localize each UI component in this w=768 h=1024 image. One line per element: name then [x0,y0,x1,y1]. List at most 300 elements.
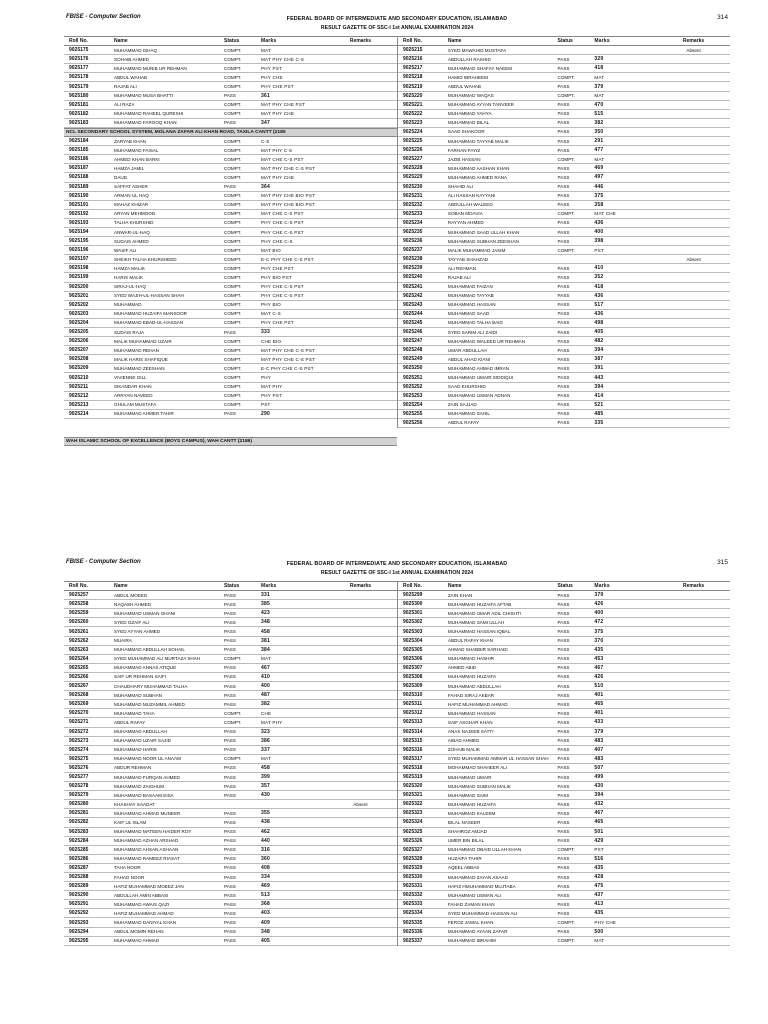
result-row [398,155,730,164]
result-row [398,773,730,782]
student-name: ABDULLAH AMIN ABBASI [114,892,169,898]
result-row [64,383,397,392]
page-number: 314 [717,14,728,21]
result-status: PASS [224,619,236,625]
result-row [64,855,397,864]
marks-value: MAT [261,656,271,662]
result-row [64,82,397,91]
roll-number: 9025326 [403,837,423,844]
marks-value: MAT PHY CHE C-S PST [261,356,316,362]
result-status: PASS [224,120,236,126]
marks-value: MAT PHY [261,384,283,390]
marks-value: 443 [594,374,604,381]
student-name: MUHAMMAD AHMER TAHIR [114,411,174,417]
student-name: HARIS MALIK [114,274,144,280]
result-status: COMPT. [224,320,242,326]
result-row [398,627,730,636]
roll-number: 9025183 [69,119,89,126]
student-name: AHMED KHAN BARKI [114,156,160,162]
roll-number: 9025268 [69,692,89,699]
result-status: PASS [224,892,236,898]
result-status: PASS [557,338,570,344]
student-name: UMAR ABDULLAH [447,347,487,353]
result-status: COMPT. [224,220,242,226]
result-row [64,110,397,119]
result-row [398,355,730,364]
student-name: MUHAMMAD SAAD [447,311,490,317]
roll-number: 9025241 [403,283,423,290]
student-name: ABDUL RAFAY [447,420,480,426]
marks-value: 379 [594,83,604,90]
roll-number: 9025225 [403,138,423,145]
marks-value: 465 [594,701,604,708]
student-name: SYED MUHAMMAD HASSAN ALI [447,910,518,916]
roll-number: 9025273 [69,737,89,744]
result-row [398,164,730,173]
roll-number: 9025253 [403,392,423,399]
result-status: PASS [224,692,236,698]
result-row [64,655,397,664]
roll-number: 9025278 [69,783,89,790]
roll-number: 9025177 [69,65,89,72]
marks-value: 394 [594,792,604,799]
student-name: RAJAB ALI [447,274,471,280]
roll-number: 9025223 [403,119,423,126]
marks-value: 521 [594,401,604,408]
marks-value: 482 [594,338,604,345]
result-row [398,600,730,609]
result-row [398,410,730,419]
marks-value: 430 [261,792,270,799]
result-row [398,837,730,846]
roll-number: 9025229 [403,174,423,181]
marks-value: MAT CHE C-S PST [261,156,304,162]
student-name: ARMAN UL HAQ [114,193,149,199]
roll-number: 9025263 [69,646,89,653]
result-status: PASS [557,592,570,598]
result-row [398,791,730,800]
roll-number: 9025230 [403,183,423,190]
marks-value: 333 [261,329,270,336]
result-row [64,410,397,419]
roll-number: 9025249 [403,356,423,363]
student-name: BILAL NASEER [447,819,481,825]
marks-value: 435 [594,646,604,653]
result-row [64,746,397,755]
header-name: Name [114,38,128,45]
roll-number: 9025331 [403,883,423,890]
marks-value: MAT PHY CHE C-S PST [261,165,316,171]
result-status: PASS [557,683,570,689]
result-status: PASS [557,238,570,244]
marks-value: 323 [261,728,270,735]
student-name: AHMED ABID [447,665,477,671]
student-name: ABDUL WAHAB [114,74,148,80]
marks-value: PHY CHE PST [261,320,294,326]
marks-value: 360 [261,855,270,862]
student-name: SYED WAJIH-UL-HASSAN SHAH [114,293,184,299]
result-status: PASS [557,229,570,235]
roll-number: 9025232 [403,201,423,208]
student-name: MUHAMMAD FAROOQ KHAN [114,120,177,126]
result-status: PASS [557,420,570,426]
roll-number: 9025260 [69,619,89,626]
marks-value: MAT [261,47,271,53]
marks-value: MAT C-S [261,311,281,317]
roll-number: 9025284 [69,837,89,844]
marks-value: E-C PHY CHE C-S PST [261,256,314,262]
result-row [398,92,730,101]
result-status: COMPT. [557,156,575,162]
student-name: TAHA NOOR [114,865,141,871]
result-status: PASS [557,856,570,862]
result-status: PASS [557,293,570,299]
roll-number: 9025304 [403,637,423,644]
student-name: MUHAMMAD MUZAMMIL AHMED [114,701,185,707]
student-name: MUHAMMAD SUBHAN MALIK [447,783,511,789]
marks-value: 401 [594,692,604,699]
roll-number: 9025265 [69,664,89,671]
roll-number: 9025222 [403,110,423,117]
student-name: FAHAD ZAMAN KHAN [447,901,495,907]
result-row [64,637,397,646]
roll-number: 9025259 [69,610,89,617]
roll-number: 9025270 [69,710,89,717]
roll-number: 9025316 [403,746,423,753]
result-row [64,682,397,691]
header-status: Status [224,583,240,590]
marks-value: 400 [594,229,604,236]
result-status: PASS [224,856,236,862]
result-row [398,137,730,146]
page-header [64,6,730,36]
result-row [398,618,730,627]
school-banner: NCL SECONDARY SCHOOL SYSTEM, MOLANA ZAFAR ALI KHAN ROAD, TAXILA CANTT (2185 [64,128,397,137]
student-name: MUHAMMAD SAIM [447,792,488,798]
result-row [64,646,397,655]
student-name: MUHAMMAD AHMED RANA [447,174,508,180]
result-row [64,937,397,946]
roll-number: 9025235 [403,229,423,236]
result-status: COMPT. [557,93,575,99]
marks-value: 426 [594,673,604,680]
student-name: MUHAMMAD MUSA BHATTI [114,93,174,99]
roll-number: 9025198 [69,265,89,272]
result-status: PASS [557,147,570,153]
marks-value: 334 [261,874,270,881]
result-status: COMPT. [224,274,242,280]
result-status: PASS [557,184,570,190]
marks-value: 368 [261,901,270,908]
roll-number: 9025196 [69,247,89,254]
result-row [398,755,730,764]
roll-number: 9025237 [403,247,423,254]
result-status: COMPT. [224,311,242,317]
result-row [398,609,730,618]
roll-number: 9025193 [69,219,89,226]
marks-value: 513 [261,892,270,899]
result-status: PASS [557,765,570,771]
marks-value: MAT [594,74,605,80]
result-row [64,718,397,727]
marks-value: 483 [594,737,604,744]
result-status: PASS [224,729,236,735]
marks-value: 408 [261,864,270,871]
marks-value: PHY CHE [261,74,283,80]
result-row [64,700,397,709]
student-name: MAHAZ KHIZAR [114,202,149,208]
roll-number: 9025294 [69,928,89,935]
student-name: MUHAMMAD BILAL [447,120,490,126]
result-status: PASS [224,592,236,598]
marks-value: PHY PST [261,393,282,399]
result-row [398,101,730,110]
result-status: COMPT. [224,74,242,80]
student-name: MUHAMMAD REHAN [114,347,159,353]
student-name: ZARYAB KHAN [114,138,146,144]
result-status: COMPT. [224,347,242,353]
roll-number: 9025181 [69,101,89,108]
result-status: COMPT. [224,265,242,271]
result-row [398,128,730,137]
result-status: COMPT. [224,165,242,171]
header-remarks: Remarks [683,583,705,590]
marks-value: 436 [594,310,604,317]
result-status: COMPT. [224,238,242,244]
result-row [398,782,730,791]
marks-value: 386 [261,737,270,744]
student-name: MUHAMMAD AHSAN ASHAAN [114,847,179,853]
result-status: PASS [557,710,570,716]
marks-value: 472 [594,619,604,626]
result-status: PASS [557,810,570,816]
roll-number: 9025194 [69,229,89,236]
student-name: MUHAMMAD AHMAD IMRAN [447,365,510,371]
roll-number: 9025205 [69,329,89,336]
result-status: COMPT. [557,920,575,926]
result-status: PASS [224,838,236,844]
result-status: PASS [557,402,570,408]
result-status: COMPT. [224,756,242,762]
roll-number: 9025186 [69,156,89,163]
roll-number: 9025252 [403,383,423,390]
result-row [398,383,730,392]
student-name: MALIK MUHAMMAD UZAIR [114,338,172,344]
result-status: COMPT. [224,56,242,62]
marks-value: 394 [594,347,604,354]
student-name: MALIK HARIS SHAFIQUE [114,356,168,362]
roll-number: 9025267 [69,683,89,690]
gazette-page-315 [64,551,730,946]
result-row [398,301,730,310]
student-name: ABDUR REHMAN [114,765,152,771]
marks-value: MAT [594,156,605,162]
roll-number: 9025197 [69,256,89,263]
roll-number: 9025227 [403,156,423,163]
result-status: PASS [557,165,570,171]
roll-number: 9025310 [403,692,423,699]
roll-number: 9025219 [403,83,423,90]
marks-value: 458 [261,764,270,771]
roll-number: 9025190 [69,192,89,199]
header-remarks: Remarks [349,583,372,590]
marks-value: MAT PHY CHE PST [261,102,306,108]
result-row [398,55,730,64]
remarks-value: Absent [686,47,701,53]
result-status: PASS [557,329,570,335]
student-name: MUHAMMAD ABDULLAH [447,683,501,689]
student-name: MUHAMMAD DANIYAL KHAN [114,920,177,926]
roll-number: 9025288 [69,874,89,881]
marks-value: 423 [261,610,270,617]
marks-value: 409 [261,919,270,926]
result-status: PASS [557,838,570,844]
header-roll: Roll No. [403,38,422,45]
roll-number: 9025280 [69,801,89,808]
marks-value: 467 [594,810,604,817]
result-status: PASS [557,384,570,390]
marks-value: MAT PHY CHE C-S PST [261,347,316,353]
marks-value: 357 [261,783,270,790]
marks-value: 435 [594,910,604,917]
marks-value: 352 [594,274,604,281]
marks-value: MAT PHY CHE [261,174,295,180]
student-name: SOHAIB AHMED [114,56,149,62]
result-status: PASS [557,311,570,317]
roll-number: 9025334 [403,910,423,917]
result-row [398,146,730,155]
result-row [398,210,730,219]
roll-number: 9025239 [403,265,423,272]
student-name: MUHAMMAD TAYYAB [447,293,494,299]
student-name: MUHAMMAD HASSAN IQBAL [447,629,511,635]
marks-value: 361 [261,92,270,99]
result-row [398,228,730,237]
student-name: RAYYAN AHMED [447,220,484,226]
right-column [397,582,730,946]
student-name: ABDUL RAFAY [114,719,146,725]
result-row [64,301,397,310]
result-status: PASS [557,865,570,871]
result-row [398,246,730,255]
result-row [64,664,397,673]
result-status: PASS [557,302,570,308]
marks-value: PHY CHE C-S PST [261,229,304,235]
student-name: MUHAMMAD HARIS [114,747,157,753]
result-status: COMPT. [224,102,242,108]
marks-value: 407 [594,746,604,753]
marks-value: 498 [594,319,604,326]
roll-number: 9025176 [69,56,89,63]
roll-number: 9025281 [69,810,89,817]
marks-value: 400 [261,683,270,690]
header-name: Name [447,583,462,590]
result-row [398,192,730,201]
student-name: HAFIZ MUHAMMAD AHMAD [447,701,508,707]
student-name: MUAIRA [114,638,132,644]
marks-value: PHY CHE PST [261,84,294,90]
remarks-value: Absent [353,801,368,807]
marks-value: 485 [594,410,604,417]
roll-number: 9025201 [69,292,89,299]
student-name: MUHAMMAD RAHEEL QURESHI [114,111,184,117]
roll-number: 9025266 [69,673,89,680]
marks-value: 348 [261,619,270,626]
student-name: MUHAMMAD UMAR ADIL CHISHTI [447,610,521,616]
column-header-row [64,582,397,591]
result-row [398,737,730,746]
student-name: SAIF ASGHAR KHAN [447,719,493,725]
student-name: ZOHAIB MALIK [447,747,481,753]
roll-number: 9025180 [69,92,89,99]
page-header [64,551,730,581]
board-title: FEDERAL BOARD OF INTERMEDIATE AND SECONDARY EDUCATION, ISLAMABAD [286,561,508,567]
result-row [64,364,397,373]
marks-value: 497 [594,174,604,181]
student-name: NAQASH AHMED [114,601,152,607]
roll-number: 9025214 [69,410,89,417]
result-row [64,283,397,292]
marks-value: 410 [261,673,270,680]
student-name: MUHAMMAD ANNAS ATIQUE [114,665,177,671]
roll-number: 9025333 [403,901,423,908]
student-name: MUHAMMAD TALHA BAIG [447,320,504,326]
result-status: PASS [557,347,570,353]
marks-value: 462 [261,828,270,835]
roll-number: 9025184 [69,138,89,145]
roll-number: 9025211 [69,383,89,390]
result-row [398,818,730,827]
roll-number: 9025192 [69,210,89,217]
student-name: MUHAMMAD ZEESHAN [114,365,165,371]
marks-value: MAT CHE C-S PST [261,211,304,217]
result-status: PASS [557,756,570,762]
roll-number: 9025228 [403,165,423,172]
result-row [398,682,730,691]
marks-value: 430 [594,783,604,790]
result-row [64,337,397,346]
student-name: MUHAMMAD USMAN ADNAN [447,393,511,399]
marks-value: 414 [594,392,604,399]
roll-number: 9025323 [403,810,423,817]
result-row [64,900,397,909]
header-roll: Roll No. [69,583,88,590]
result-status: PASS [557,656,570,662]
marks-value: 432 [594,801,604,808]
result-row [64,219,397,228]
student-name: MUHAMMAD HUZAIFA AFTAB [447,601,512,607]
result-row [398,891,730,900]
result-status: COMPT. [224,174,242,180]
roll-number: 9025286 [69,855,89,862]
result-row [64,246,397,255]
roll-number: 9025312 [403,710,423,717]
result-row [64,818,397,827]
student-name: SOBAN MOAVIA [447,211,483,217]
student-name: MUHAMMAD USMAN ALI [447,892,502,898]
roll-number: 9025330 [403,874,423,881]
marks-value: 291 [594,138,604,145]
result-status: PASS [557,411,570,417]
marks-value: MAT CHE [594,211,617,217]
result-row [64,600,397,609]
student-name: WASIF ALI [114,247,137,253]
header-status: Status [557,583,573,590]
result-row [398,882,730,891]
result-status: PASS [557,120,570,126]
student-name: HAMZA MALIK [114,265,145,271]
result-row [64,183,397,192]
